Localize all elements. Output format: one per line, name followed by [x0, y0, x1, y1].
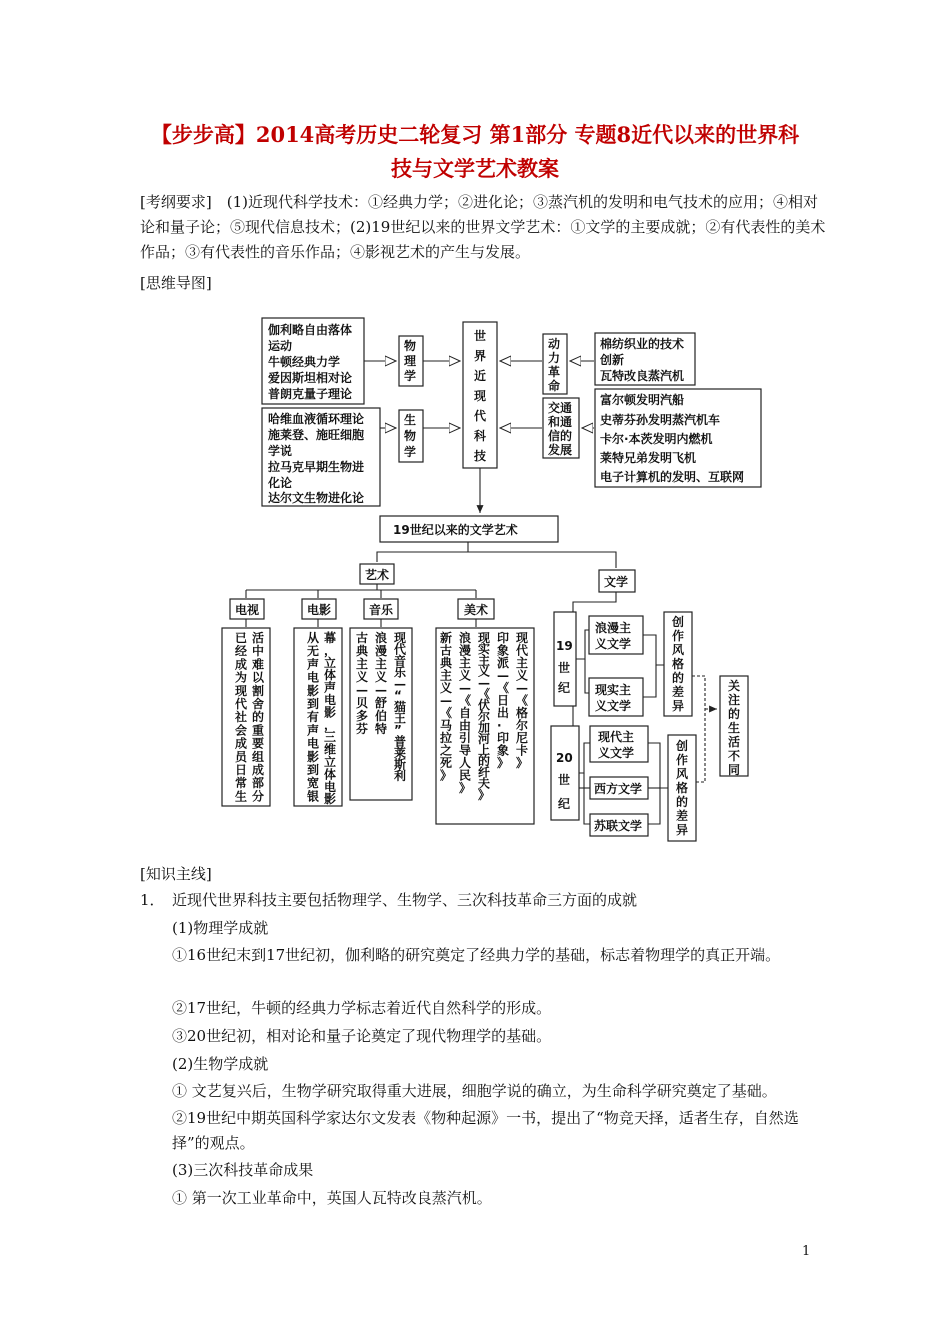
lit-split: [573, 592, 616, 612]
romantic-label: 义文学: [595, 637, 632, 651]
style-diff-19: 异: [672, 699, 685, 713]
requirements-text: (1)近现代科学技术：①经典力学；②进化论；③蒸汽机的发明和电气技术的应用；④相对论和量子论；⑤现代信息技术；(2)19世纪以来的世界文学艺术：①文学的主要成就；②有代表性的美术作品；③有代表性的音乐作品；④影视艺术的产生与发展。: [140, 193, 826, 261]
tech-point-1: ① 第一次工业革命中，英国人瓦特改良蒸汽机。: [172, 1189, 492, 1207]
music-label: 音乐: [369, 603, 394, 617]
biology-box-line: 达尔文生物进化论: [268, 491, 365, 505]
art-connector: [377, 542, 468, 562]
biology-label: 生: [404, 413, 417, 427]
knowledge-label: [知识主线]: [140, 865, 212, 883]
physics-box-line: 运动: [268, 339, 293, 353]
power-label: 命: [548, 379, 561, 393]
power-box-line: 创新: [600, 353, 625, 367]
style-diff-20: 格: [676, 781, 689, 795]
biology-box-line: 哈维血液循环理论: [268, 412, 365, 426]
soviet-label: 苏联文学: [594, 819, 643, 833]
style-diff-19: 差: [672, 685, 685, 699]
fine-arts-detail-col: 新古典主义—《马拉之死》: [440, 631, 453, 783]
style-diff-19: 风: [672, 643, 685, 657]
focus-label: 不: [728, 749, 741, 763]
traffic-box-line: 富尔顿发明汽船: [600, 393, 685, 407]
modern-to-style: [648, 743, 668, 788]
physics-heading: (1)物理学成就: [172, 919, 269, 937]
tv-detail-col: 已经成为现代社会成员日常生: [235, 631, 248, 804]
fine-arts-detail-col: 现实主义—《伏尔加河上的纤夫》: [478, 631, 491, 802]
music-detail-col: 现代音乐— “猫王”普莱斯利: [394, 631, 407, 783]
power-box-line: 棉纺织业的技术: [600, 337, 685, 351]
c19-romantic-link: [576, 630, 589, 659]
physics-box-line: 普朗克量子理论: [268, 387, 353, 401]
tech-heading: (3)三次科技革命成果: [172, 1161, 314, 1179]
biology-box-line: 施莱登、施旺细胞: [268, 428, 365, 442]
fine-arts-detail-col: 印象派—《日出·印象》: [497, 631, 510, 770]
focus-label: 关: [728, 679, 741, 693]
biology-label: 物: [404, 429, 417, 443]
literature-art-label: 19世纪以来的文学艺术: [393, 523, 518, 537]
style-diff-20: 风: [676, 767, 689, 781]
literature-connector: [468, 552, 616, 568]
film-label: 电影: [307, 603, 332, 617]
traffic-label: 交通: [548, 401, 573, 415]
power-label: 动: [548, 337, 561, 351]
center-label: 科: [474, 429, 487, 443]
title-line-2: 技与文学艺术教案: [391, 156, 559, 181]
c20-soviet-link: [584, 773, 590, 824]
power-box-line: 瓦特改良蒸汽机: [600, 369, 685, 383]
fine-arts-detail-col: 现代主义—《格尔尼卡》: [516, 631, 529, 770]
tv-label: 电视: [235, 603, 260, 617]
center-label: 技: [474, 449, 487, 463]
traffic-label: 信的: [548, 429, 573, 443]
c19-label: 19: [556, 639, 573, 653]
center-label: 界: [474, 349, 487, 363]
film-detail-col: 从无声电影到有声电影到宽银: [307, 631, 320, 804]
romantic-to-style: [643, 635, 664, 665]
physics-point-2: ②17世纪，牛顿的经典力学标志着近代自然科学的形成。: [172, 999, 552, 1017]
romantic-label: 浪漫主: [595, 621, 632, 635]
knowledge-item-1: 1． 近现代世界科技主要包括物理学、生物学、三次科技革命三方面的成就: [140, 891, 638, 909]
style-diff-20: 的: [676, 795, 689, 809]
focus-label: 生: [728, 721, 741, 735]
physics-label: 理: [404, 354, 417, 368]
biology-box-line: 学说: [268, 444, 293, 458]
style-diff-19: 作: [672, 629, 685, 643]
realist-to-style: [643, 665, 656, 697]
biology-point-2: ②19世纪中期英国科学家达尔文发表《物种起源》一书，提出了“物竞天择，适者生存，自然选择”的观点。: [172, 1109, 799, 1152]
realist-label: 义文学: [595, 699, 632, 713]
traffic-box-line: 莱特兄弟发明飞机: [600, 451, 697, 465]
physics-point-3: ③20世纪初，相对论和量子论奠定了现代物理学的基础。: [172, 1027, 552, 1045]
c19-label: 纪: [558, 681, 571, 695]
western-label: 西方文学: [594, 782, 643, 796]
focus-label: 注: [728, 693, 741, 707]
style-diff-20: 异: [676, 823, 689, 837]
center-label: 现: [474, 389, 487, 403]
focus-label: 活: [728, 735, 741, 749]
focus-label: 同: [728, 763, 741, 777]
traffic-label: 发展: [548, 443, 573, 457]
style-diff-20: 差: [676, 809, 689, 823]
physics-box-line: 牛顿经典力学: [268, 355, 341, 369]
fine-arts-detail-col: 浪漫主义—《自由引导人民》: [459, 631, 472, 795]
power-label: 力: [548, 351, 561, 365]
focus-label: 的: [728, 707, 741, 721]
traffic-box-line: 卡尔·本茨发明内燃机: [600, 432, 713, 446]
center-label: 世: [474, 329, 487, 343]
literature-label: 文学: [604, 575, 629, 589]
center-label: 代: [474, 409, 487, 423]
physics-label: 物: [404, 339, 417, 353]
realist-label: 现实主: [595, 683, 632, 697]
physics-box-line: 爱因斯坦相对论: [268, 371, 353, 385]
power-label: 革: [548, 365, 561, 379]
tv-detail-col: 活中难以割舍的重要组成部分: [252, 631, 265, 804]
c20-label: 纪: [558, 797, 571, 811]
physics-box-line: 伽利略自由落体: [268, 323, 353, 337]
requirements-label: [考纲要求]: [140, 193, 212, 211]
biology-label: 学: [404, 445, 417, 459]
biology-heading: (2)生物学成就: [172, 1055, 269, 1073]
biology-point-1: ① 文艺复兴后，生物学研究取得重大进展，细胞学说的确立，为生命科学研究奠定了基础。: [172, 1082, 777, 1100]
physics-point-1: ①16世纪末到17世纪初，伽利略的研究奠定了经典力学的基础，标志着物理学的真正开端。: [172, 946, 781, 964]
film-detail-col: 幕，立体声电影，三维立体电影: [324, 631, 337, 807]
traffic-box-line: 电子计算机的发明、互联网: [600, 470, 745, 484]
soviet-to-style: [648, 788, 660, 824]
style-diff-19: 格: [672, 657, 685, 671]
modernist-label: 现代主: [598, 730, 635, 744]
modernist-label: 义文学: [598, 746, 635, 760]
page-number: 1: [802, 1244, 811, 1259]
style-diff-19: 的: [672, 671, 685, 685]
art-label: 艺术: [365, 568, 390, 582]
c20-label: 世: [558, 773, 571, 787]
mindmap-label: [思维导图]: [140, 274, 212, 292]
traffic-box-line: 史蒂芬孙发明蒸汽机车: [600, 413, 721, 427]
biology-box-line: 化论: [268, 476, 293, 490]
c19-label: 世: [558, 661, 571, 675]
style-diff-20: 创: [676, 739, 689, 753]
traffic-label: 和通: [548, 415, 573, 429]
title-line-1: 【步步高】2014高考历史二轮复习 第1部分 专题8近代以来的世界科: [150, 122, 800, 147]
center-label: 近: [474, 369, 487, 383]
style-diff-19: 创: [672, 615, 685, 629]
music-detail-col: 浪漫主义—舒伯特: [375, 631, 388, 736]
physics-label: 学: [404, 369, 417, 383]
style-diff-20: 作: [676, 753, 689, 767]
music-detail-col: 古典主义—贝多芬: [356, 631, 369, 736]
c20-modern-link: [579, 743, 590, 773]
c20-label: 20: [556, 751, 573, 765]
fine-arts-label: 美术: [464, 603, 489, 617]
biology-box-line: 拉马克早期生物进: [268, 460, 365, 474]
